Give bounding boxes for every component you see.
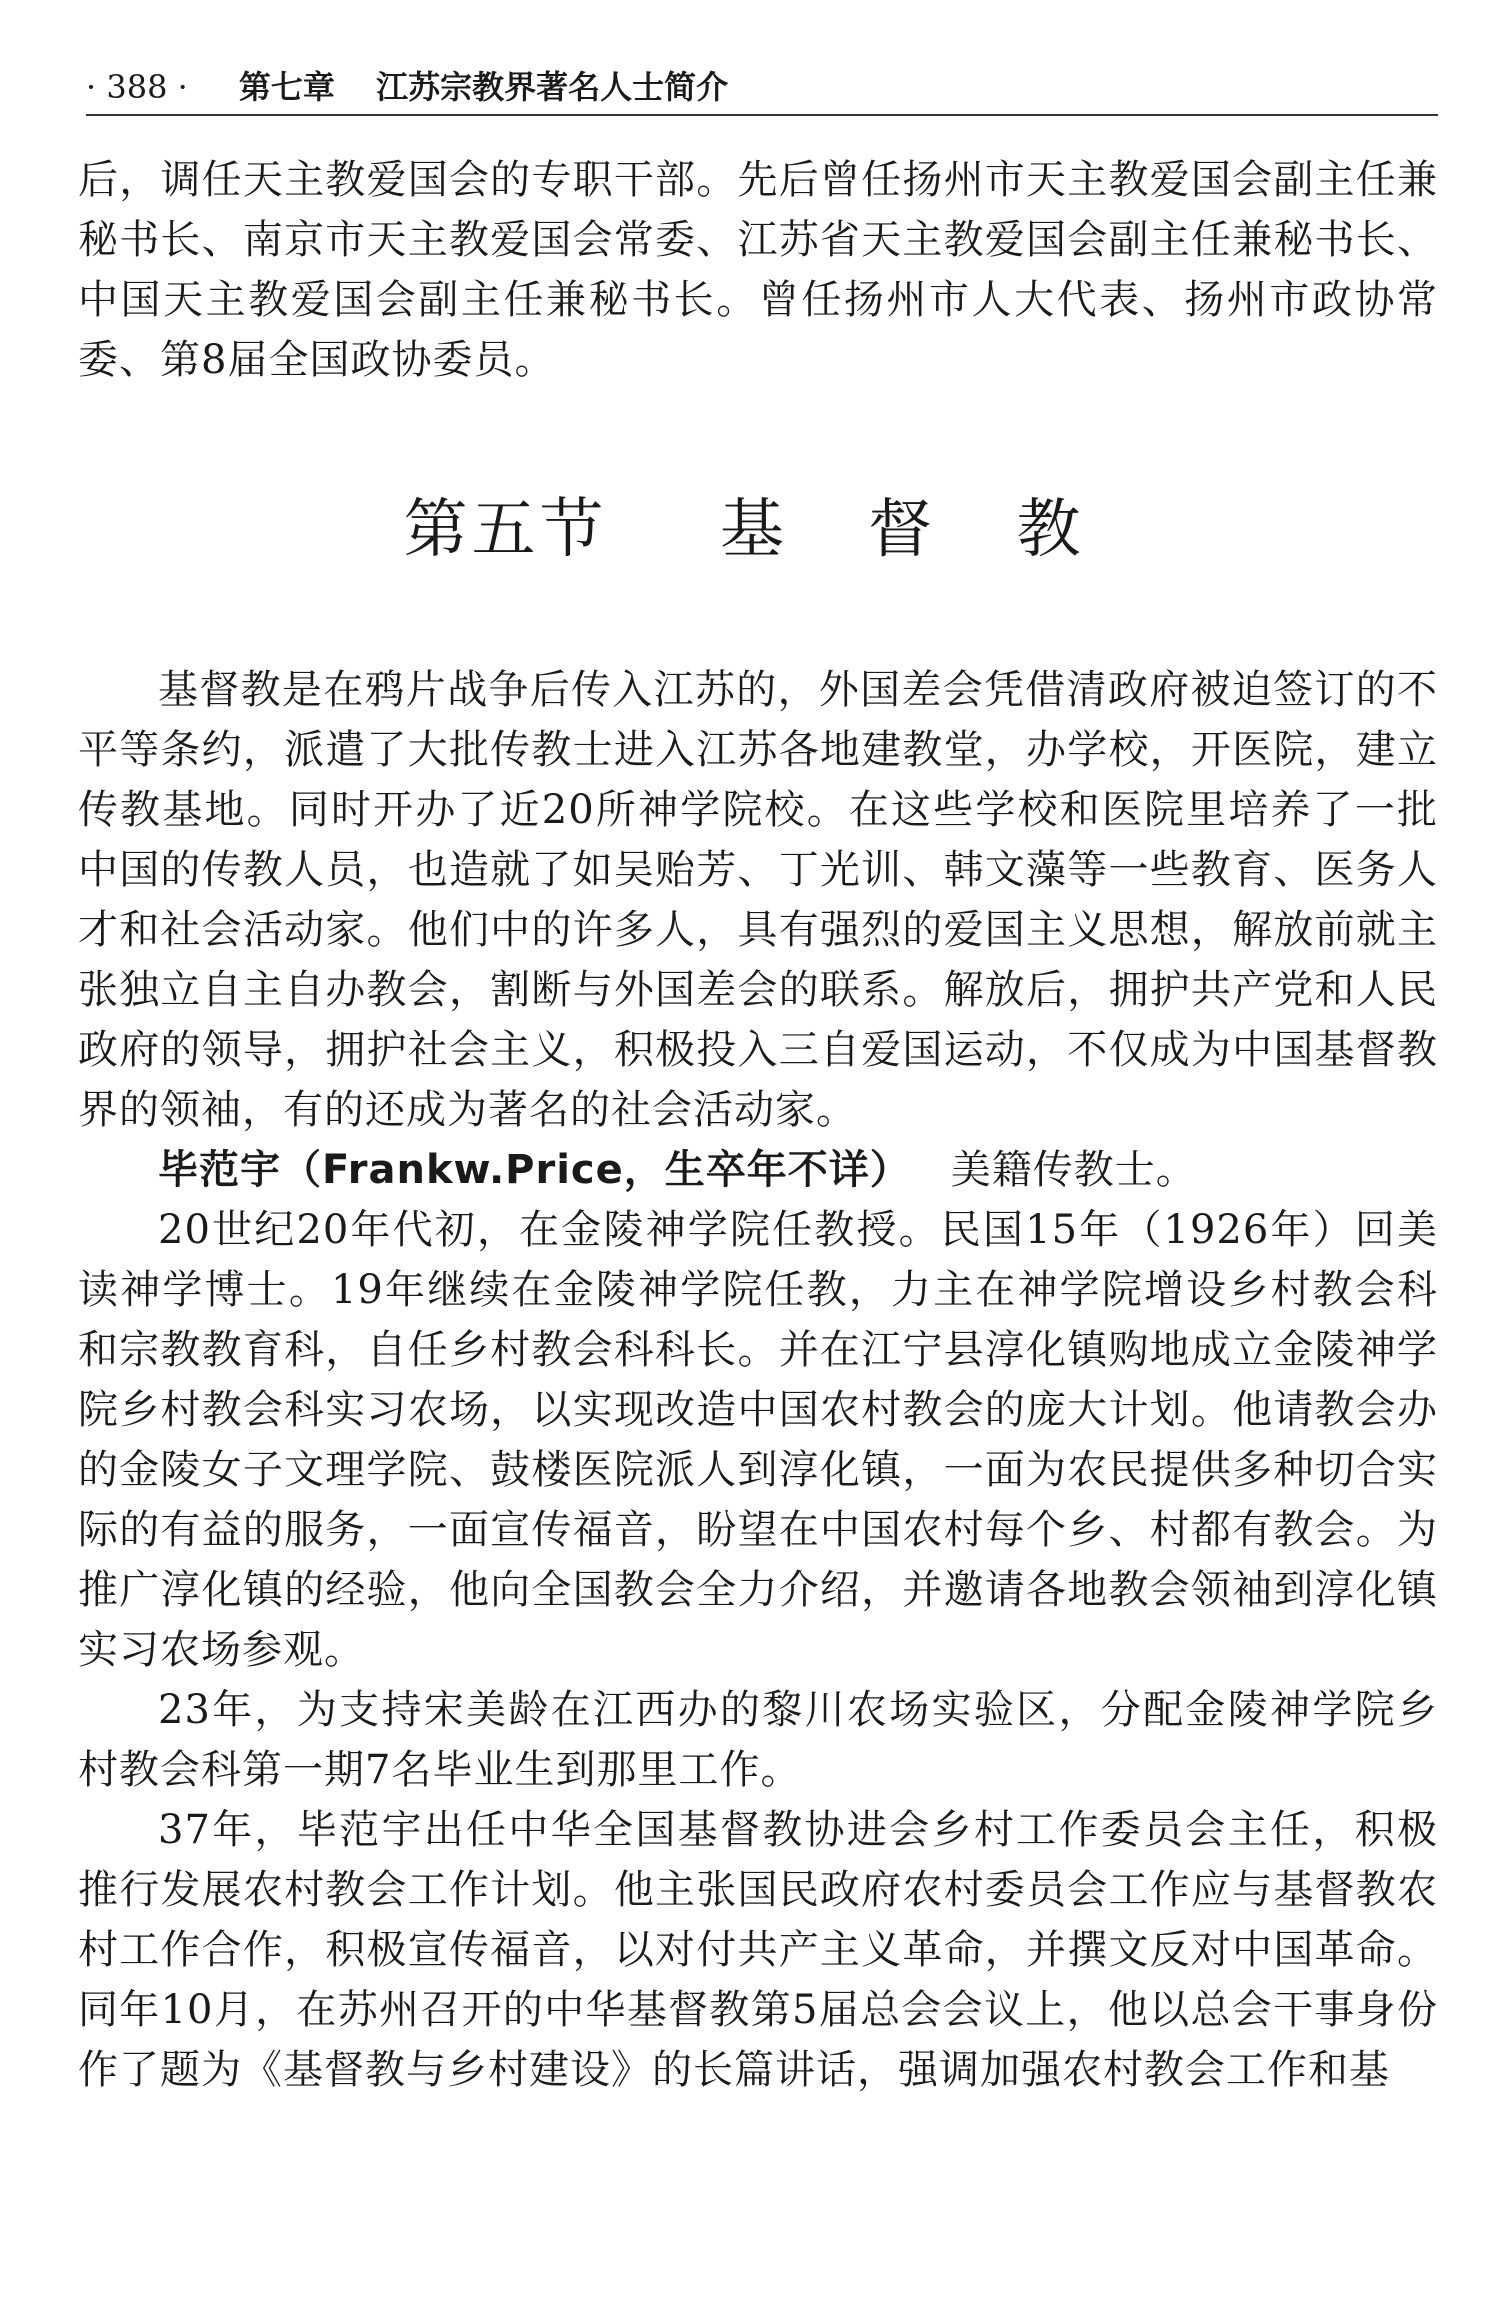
entry-description: 美籍传教士。 [950, 1147, 1197, 1193]
chapter-title: 江苏宗教界著名人士简介 [376, 68, 729, 106]
biography-paragraph: 37年，毕范宇出任中华全国基督教协进会乡村工作委员会主任，积极推行发展农村教会工作计划。他主张国民政府农村委员会工作应与基督教农村工作合作，积极宣传福音，以对付共产主义革命，并撰文反对中国革命。同年10月，在苏州召开的中华基督教第5届总会会议上，他以总会干事身份作了题为《基督教与乡村建设》的长篇讲话，强调加强农村教会工作和基 [78, 1807, 1438, 2093]
section-title-char: 基 [719, 493, 788, 567]
running-header [86, 62, 1438, 112]
continuation-block [78, 150, 1438, 390]
section-title-char: 督 [868, 493, 937, 567]
intro-paragraph: 基督教是在鸦片战争后传入江苏的，外国差会凭借清政府被迫签订的不平等条约，派遣了大批传教士进入江苏各地建教堂，办学校，开医院，建立传教基地。同时开办了近20所神学院校。在这些学校和医院里培养了一批中国的传教人员，也造就了如吴贻芳、丁光训、韩文藻等一些教育、医务人才和社会活动家。他们中的许多人，具有强烈的爱国主义思想，解放前就主张独立自主自办教会，割断与外国差会的联系。解放后，拥护共产党和人民政府的领导，拥护社会主义，积极投入三自爱国运动，不仅成为中国基督教界的领袖，有的还成为著名的社会活动家。 [78, 667, 1438, 1133]
biography-paragraph: 20世纪20年代初，在金陵神学院任教授。民国15年（1926年）回美读神学博士。19年继续在金陵神学院任教，力主在神学院增设乡村教会科和宗教教育科，自任乡村教会科科长。并在江宁县淳化镇购地成立金陵神学院乡村教会科实习农场，以实现改造中国农村教会的庞大计划。他请教会办的金陵女子文理学院、鼓楼医院派人到淳化镇，一面为农民提供多种切合实际的有益的服务，一面宣传福音，盼望在中国农村每个乡、村都有教会。为推广淳化镇的经验，他向全国教会全力介绍，并邀请各地教会领袖到淳化镇实习农场参观。 [78, 1207, 1438, 1673]
page-number: · 388 · [86, 68, 188, 106]
section-heading [78, 490, 1438, 570]
chapter-label: 第七章 [238, 68, 335, 106]
section-number: 第五节 [403, 493, 608, 567]
continuation-paragraph: 后，调任天主教爱国会的专职干部。先后曾任扬州市天主教爱国会副主任兼秘书长、南京市天主教爱国会常委、江苏省天主教爱国会副主任兼秘书长、中国天主教爱国会副主任兼秘书长。曾任扬州市人大代表、扬州市政协常委、第8届全国政协委员。 [78, 157, 1438, 383]
header-rule [86, 114, 1438, 116]
main-text [78, 660, 1438, 2100]
section-title-char: 教 [1016, 493, 1085, 567]
entry-name: 毕范宇（Frankw.Price，生卒年不详） [158, 1147, 911, 1193]
biography-paragraph: 23年，为支持宋美龄在江西办的黎川农场实验区，分配金陵神学院乡村教会科第一期7名毕业生到那里工作。 [78, 1687, 1438, 1793]
entry-heading [78, 1140, 1438, 1200]
